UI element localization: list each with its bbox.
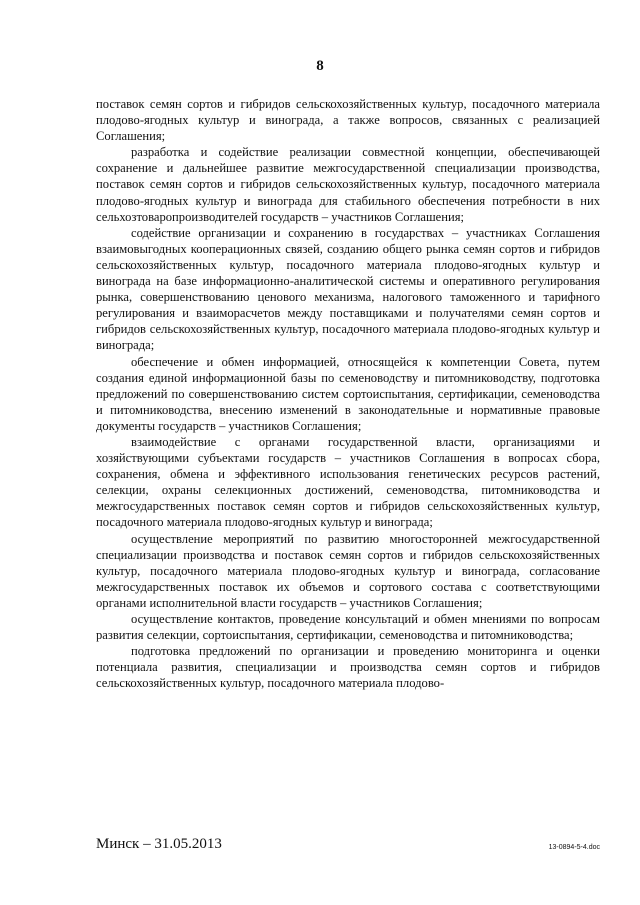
page-number: 8 xyxy=(316,58,324,74)
paragraph-information-exchange: обеспечение и обмен информацией, относящейся к компетенции Совета, путем создания единой информационной базы по семеноводству и питомниководству, подготовка предложений по совершенствованию систем сортоиспытания, сертификации, семеноводства и питомниководства, внесению изменений в законодательные и нормативные правовые документы государств – участников Соглашения; xyxy=(96,354,600,433)
footer-document-code: 13-0894-5-4.doc xyxy=(548,844,600,851)
paragraph-continuation: поставок семян сортов и гибридов сельскохозяйственных культур, посадочного материала плодово-ягодных культур и винограда, а также вопросов, связанных с реализацией Соглашения; xyxy=(96,97,600,144)
paragraph-specialization-measures: осуществление мероприятий по развитию многосторонней межгосударственной специализации производства и поставок семян сортов и гибридов сельскохозяйственных культур, посадочного материала плодово-ягодных культур и винограда, согласование межгосударственных поставок их объемов и сортового состава с соответствующими органами исполнительной власти государств – участников Соглашения; xyxy=(96,531,600,610)
paragraph-interaction-authorities: взаимодействие с органами государственной власти, организациями и хозяйствующими субъектами государств – участников Соглашения в вопросах сбора, сохранения, обмена и эффективного использования генетических ресурсов растений, селекции, охраны селекционных достижений, семеноводства, питомниководства и межгосударственных поставок семян сортов и гибридов сельскохозяйственных культур, посадочного материала плодово-ягодных культур и винограда; xyxy=(96,434,600,530)
footer-place-date: Минск – 31.05.2013 xyxy=(96,836,222,852)
paragraph-concept-development: разработка и содействие реализации совместной концепции, обеспечивающей сохранение и дальнейшее развитие межгосударственной специализации производства, поставок семян сортов и гибридов сельскохозяйственных культур, посадочного материала плодово-ягодных культур и винограда для стабильного обеспечения потребности в них сельхозтоваропроизводителей государств – участников Соглашения; xyxy=(96,145,600,224)
paragraph-contacts-consultations: осуществление контактов, проведение консультаций и обмен мнениями по вопросам развития селекции, сортоиспытания, сертификации, семеноводства и питомниководства; xyxy=(96,612,600,643)
paragraph-cooperation-market: содействие организации и сохранению в государствах – участниках Соглашения взаимовыгодных кооперационных связей, созданию общего рынка семян сортов и гибридов сельскохозяйственных культур, посадочного материала плодово-ягодных культур и винограда на базе информационно-аналитической системы и оперативного регулирования рынка, совершенствованию ценового механизма, налогового таможенного и тарифного регулирования и взаиморасчетов между поставщиками и получателями семян сортов и гибридов сельскохозяйственных культур, посадочного материала плодово-ягодных культур и винограда; xyxy=(96,225,600,353)
document-body xyxy=(96,96,600,691)
paragraph-monitoring-proposals: подготовка предложений по организации и проведению мониторинга и оценки потенциала развития, специализации и производства семян сортов и гибридов сельскохозяйственных культур, посадочного материала плодово- xyxy=(96,644,600,691)
